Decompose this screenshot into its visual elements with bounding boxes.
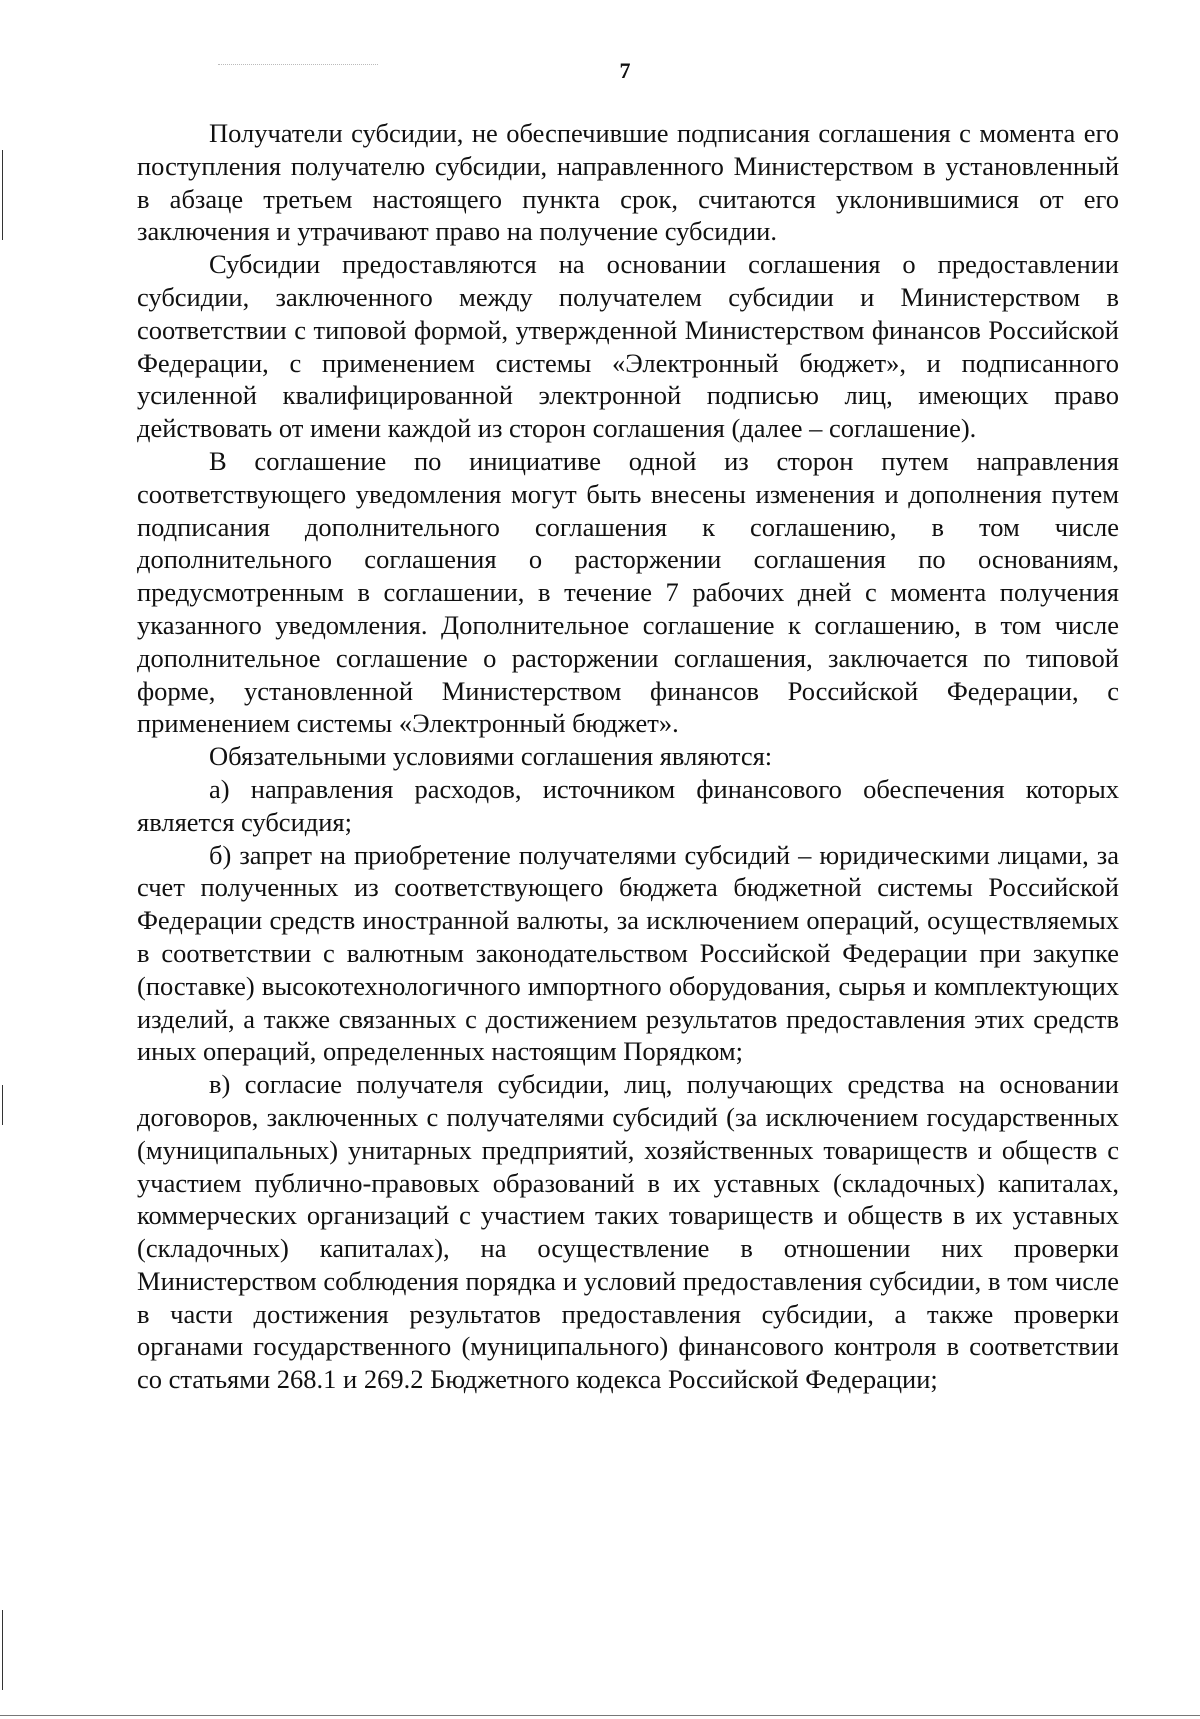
- page-number: 7: [619, 58, 631, 83]
- scan-edge-mark: [2, 150, 3, 240]
- paragraph: б) запрет на приобретение получателями субсидий – юридическими лицами, за счет полученных из соответствующего бюджета бюджетной системы Российской Федерации средств иностранной валюты, за исключением операций, осуществляемых в соответствии с валютным законодательством Российской Федерации при закупке (поставке) высокотехнологичного импортного оборудования, сырья и комплектующих изделий, а также связанных с достижением результатов предоставления этих средств иных операций, определенных настоящим Порядком;: [137, 839, 1119, 1067]
- paragraph: Получатели субсидии, не обеспечившие подписания соглашения с момента его поступления получателю субсидии, направленного Министерством в установленный в абзаце третьем настоящего пункта срок, считаются уклонившимися от его заключения и утрачивают право на получение субсидии.: [137, 118, 1119, 247]
- paragraph: Обязательными условиями соглашения являются:: [209, 741, 773, 772]
- document-body: [137, 117, 1119, 1396]
- paragraph: Субсидии предоставляются на основании соглашения о предоставлении субсидии, заключенного между получателем субсидии и Министерством в соответствии с типовой формой, утвержденной Министерством финансов Российской Федерации, с применением системы «Электронный бюджет», и подписанного усиленной квалифицированной электронной подписью лиц, имеющих право действовать от имени каждой из сторон соглашения (далее – соглашение).: [137, 249, 1119, 444]
- scan-edge-mark: [2, 1610, 3, 1690]
- paragraph: В соглашение по инициативе одной из сторон путем направления соответствующего уведомления могут быть внесены изменения и дополнения путем подписания дополнительного соглашения к соглашению, в том числе дополнительного соглашения о расторжении соглашения по основаниям, предусмотренным в соглашении, в течение 7 рабочих дней с момента получения указанного уведомления. Дополнительное соглашение к соглашению, в том числе дополнительное соглашение о расторжении соглашения, заключается по типовой форме, установленной Министерством финансов Российской Федерации, с применением системы «Электронный бюджет».: [137, 445, 1119, 739]
- scan-edge-mark: [2, 1085, 3, 1125]
- scan-edge-line: [0, 1715, 1200, 1716]
- paragraph: а) направления расходов, источником финансового обеспечения которых является субсидия;: [137, 773, 1119, 837]
- paragraph: в) согласие получателя субсидии, лиц, получающих средства на основании договоров, заключенных с получателями субсидий (за исключением государственных (муниципальных) унитарных предприятий, хозяйственных товариществ и обществ с участием публично-правовых образований в их уставных (складочных) капиталах, коммерческих организаций с участием таких товариществ и обществ в их уставных (складочных) капиталах), на осуществление в отношении них проверки Министерством соблюдения порядка и условий предоставления субсидии, в том числе в части достижения результатов предоставления субсидии, а также проверки органами государственного (муниципального) финансового контроля в соответствии со статьями 268.1 и 269.2 Бюджетного кодекса Российской Федерации;: [137, 1069, 1119, 1395]
